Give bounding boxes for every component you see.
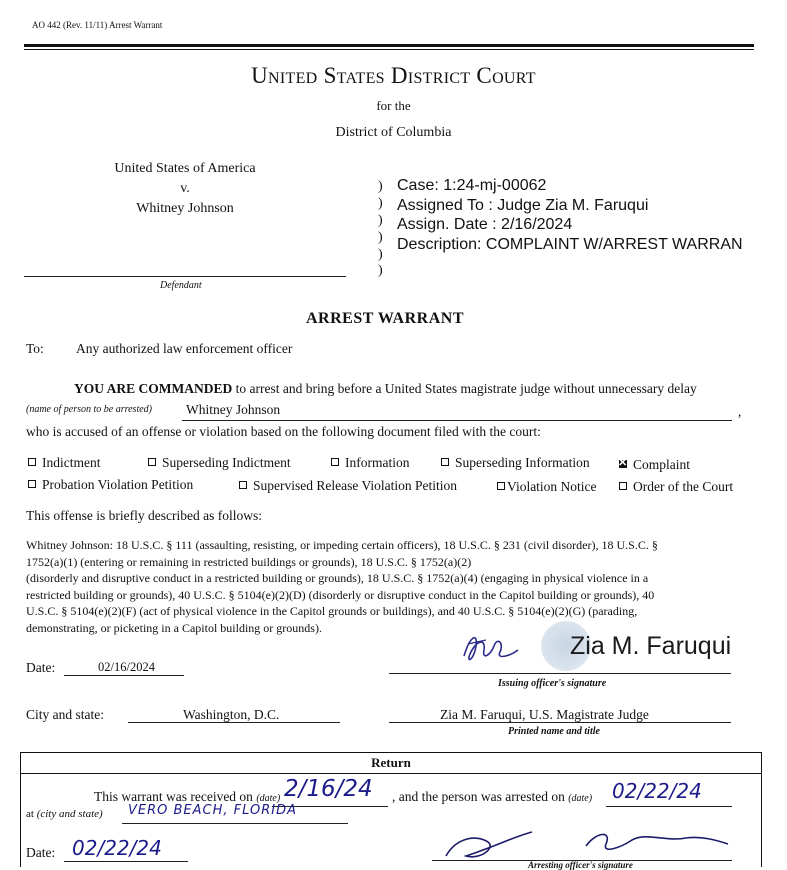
versus-text: v. bbox=[180, 181, 190, 196]
city-state-label: City and state: bbox=[26, 707, 104, 722]
arrest-place-line bbox=[122, 823, 348, 824]
handwritten-initials-icon bbox=[456, 626, 526, 670]
header-rule-thin bbox=[24, 49, 754, 50]
form-identifier: AO 442 (Rev. 11/11) Arrest Warrant bbox=[32, 20, 163, 30]
date-line bbox=[64, 675, 184, 676]
defendant-name: Whitney Johnson bbox=[136, 201, 234, 216]
offense-intro: This offense is briefly described as follows: bbox=[26, 508, 262, 523]
case-number: Case: 1:24-mj-00062 bbox=[397, 177, 547, 194]
commanded-bold: YOU ARE COMMANDED bbox=[74, 381, 233, 396]
court-title: United States District Court bbox=[251, 63, 536, 88]
checkbox-icon bbox=[441, 458, 449, 466]
doc-probation-violation[interactable]: Probation Violation Petition bbox=[28, 477, 193, 493]
accused-text: who is accused of an offense or violation based on the following document filed with the court: bbox=[26, 424, 541, 439]
arrested-date-handwritten: 02/22/24 bbox=[612, 779, 702, 803]
case-description: Description: COMPLAINT W/ARREST WARRAN bbox=[397, 236, 743, 253]
arresting-officer-label: Arresting officer's signature bbox=[528, 860, 633, 870]
defendant-line bbox=[24, 276, 346, 277]
doc-order-of-court[interactable]: Order of the Court bbox=[619, 479, 733, 495]
digital-signature-name: Zia M. Faruqui bbox=[570, 632, 732, 660]
for-the-text: for the bbox=[376, 98, 411, 113]
doc-superseding-information[interactable]: Superseding Information bbox=[441, 455, 590, 471]
printed-name-label: Printed name and title bbox=[508, 726, 600, 737]
plaintiff-name: United States of America bbox=[114, 161, 256, 176]
checkbox-icon bbox=[331, 458, 339, 466]
to-value: Any authorized law enforcement officer bbox=[76, 341, 293, 356]
to-label: To: bbox=[26, 341, 44, 356]
assigned-judge: Assigned To : Judge Zia M. Faruqui bbox=[397, 197, 649, 214]
checkbox-icon bbox=[148, 458, 156, 466]
doc-violation-notice[interactable]: Violation Notice bbox=[497, 479, 597, 495]
offense-line: restricted building or grounds), 40 U.S.C. § 5104(e)(2)(D) (disorderly or disruptive conduct in the Capitol building or grounds), 40 bbox=[26, 587, 655, 602]
offense-line: demonstrating, or picketing in a Capitol building or grounds). bbox=[26, 620, 322, 635]
received-date-handwritten: 2/16/24 bbox=[284, 776, 373, 802]
name-comma: , bbox=[738, 404, 742, 419]
warrant-title: ARREST WARRANT bbox=[306, 310, 464, 327]
checkbox-icon bbox=[28, 480, 36, 488]
doc-complaint[interactable]: ✕ Complaint bbox=[619, 457, 690, 473]
paren-2: ) bbox=[378, 196, 383, 211]
return-date-handwritten: 02/22/24 bbox=[72, 836, 162, 860]
printed-name-title: Zia M. Faruqui, U.S. Magistrate Judge bbox=[440, 707, 649, 722]
offense-description bbox=[26, 537, 726, 636]
date-label: Date: bbox=[26, 660, 56, 675]
paren-4: ) bbox=[378, 230, 383, 245]
name-label: (name of person to be arrested) bbox=[26, 404, 152, 415]
paren-3: ) bbox=[378, 213, 383, 228]
doc-information[interactable]: Information bbox=[331, 455, 409, 471]
printed-name-line bbox=[389, 722, 731, 723]
checkbox-icon bbox=[497, 482, 505, 490]
defendant-label: Defendant bbox=[160, 280, 202, 291]
checkbox-checked-icon bbox=[619, 460, 627, 468]
commanded-sentence bbox=[74, 381, 697, 397]
received-text: This warrant was received on (date) bbox=[94, 789, 281, 804]
return-title: Return bbox=[20, 752, 762, 774]
return-date-line bbox=[64, 861, 188, 862]
checkbox-icon bbox=[28, 458, 36, 466]
city-state-line bbox=[128, 722, 340, 723]
paren-5: ) bbox=[378, 247, 383, 262]
arrestee-name: Whitney Johnson bbox=[186, 402, 281, 417]
assign-date: Assign. Date : 2/16/2024 bbox=[397, 216, 573, 233]
checkbox-icon bbox=[619, 482, 627, 490]
checkbox-icon bbox=[239, 481, 247, 489]
arrest-place-handwritten: VERO BEACH, FLORIDA bbox=[128, 803, 297, 818]
offense-line: 1752(a)(1) (entering or remaining in restricted buildings or grounds), 18 U.S.C. § 1752(a)(2) bbox=[26, 554, 472, 569]
at-city-label: at (city and state) bbox=[26, 808, 103, 820]
doc-superseding-indictment[interactable]: Superseding Indictment bbox=[148, 455, 291, 471]
issue-date: 02/16/2024 bbox=[98, 660, 155, 674]
arrested-date-line bbox=[606, 806, 732, 807]
name-line bbox=[182, 420, 732, 421]
arresting-officer-signature-icon bbox=[436, 826, 736, 862]
issuing-signature-line bbox=[389, 673, 731, 674]
offense-line: (disorderly and disruptive conduct in a restricted building or grounds), 18 U.S.C. § 1752(a)(4) (engaging in physical violence in a bbox=[26, 571, 649, 585]
issuing-officer-label: Issuing officer's signature bbox=[498, 678, 607, 689]
arrested-text: , and the person was arrested on (date) bbox=[392, 789, 593, 804]
offense-line: Whitney Johnson: 18 U.S.C. § 111 (assaulting, resisting, or impeding certain officers), 18 U.S.C. § 231 (civil disorder), 18 U.S.C. § bbox=[26, 538, 658, 552]
return-date-label: Date: bbox=[26, 845, 56, 860]
header-rule-thick bbox=[24, 44, 754, 47]
paren-6: ) bbox=[378, 263, 383, 278]
district-name: District of Columbia bbox=[335, 125, 452, 140]
commanded-rest: to arrest and bring before a United States magistrate judge without unnecessary delay bbox=[235, 381, 697, 396]
offense-line: U.S.C. § 5104(e)(2)(F) (act of physical violence in the Capitol grounds or buildings), and 40 U.S.C. § 5104(e)(2)(G) (parading, bbox=[26, 604, 638, 618]
doc-supervised-release[interactable]: Supervised Release Violation Petition bbox=[239, 478, 457, 494]
city-state-value: Washington, D.C. bbox=[183, 707, 280, 722]
paren-1: ) bbox=[378, 179, 383, 194]
doc-indictment[interactable]: Indictment bbox=[28, 455, 100, 471]
